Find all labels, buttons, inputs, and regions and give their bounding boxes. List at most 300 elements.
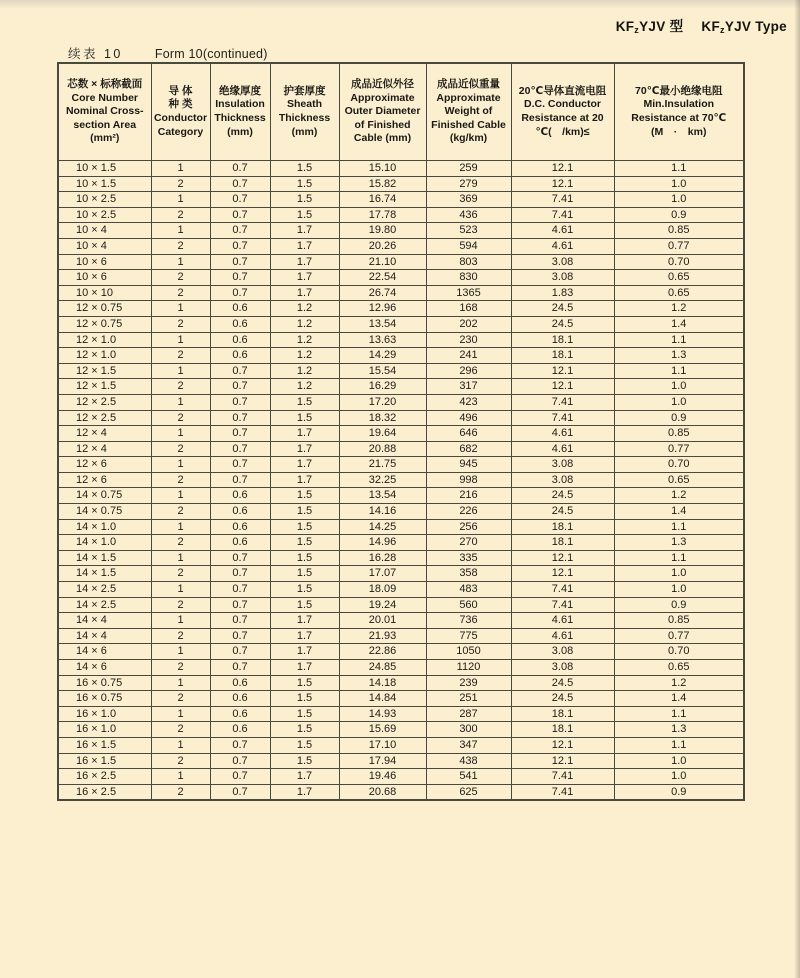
cell-sheath: 1.7 — [270, 769, 339, 785]
cell-diameter: 20.68 — [339, 784, 426, 800]
cell-size: 12 × 2.5 — [58, 410, 151, 426]
cell-category: 2 — [151, 348, 210, 364]
cell-resistance: 12.1 — [511, 161, 614, 177]
cell-weight: 296 — [426, 363, 511, 379]
table-row — [58, 223, 744, 239]
cell-insulation: 0.7 — [210, 285, 270, 301]
cell-resistance: 12.1 — [511, 379, 614, 395]
cell-weight: 436 — [426, 207, 511, 223]
cell-weight: 438 — [426, 753, 511, 769]
cell-category: 1 — [151, 426, 210, 442]
cell-resistance: 7.41 — [511, 769, 614, 785]
cell-weight: 241 — [426, 348, 511, 364]
cell-diameter: 18.09 — [339, 582, 426, 598]
header-line: Resistance at 20 — [521, 112, 604, 124]
cell-category: 1 — [151, 613, 210, 629]
table-row — [58, 550, 744, 566]
cell-insulation: 0.7 — [210, 176, 270, 192]
col-header-outer-diameter — [339, 63, 426, 161]
table-row — [58, 254, 744, 270]
cell-diameter: 14.29 — [339, 348, 426, 364]
col-header-insulation-thickness — [210, 63, 270, 161]
cell-sheath: 1.2 — [270, 348, 339, 364]
cell-weight: 259 — [426, 161, 511, 177]
table-row — [58, 161, 744, 177]
caption-en: Form 10(continued) — [154, 47, 268, 61]
table-row — [58, 691, 744, 707]
cell-min-insulation: 1.1 — [614, 332, 744, 348]
cell-min-insulation: 1.0 — [614, 566, 744, 582]
cell-size: 14 × 1.0 — [58, 519, 151, 535]
cell-weight: 423 — [426, 394, 511, 410]
cell-size: 10 × 2.5 — [58, 207, 151, 223]
table-row — [58, 379, 744, 395]
cell-insulation: 0.6 — [210, 519, 270, 535]
cell-resistance: 3.08 — [511, 644, 614, 660]
cell-min-insulation: 1.0 — [614, 582, 744, 598]
cell-min-insulation: 1.1 — [614, 363, 744, 379]
cell-insulation: 0.7 — [210, 582, 270, 598]
header-line: Sheath — [286, 98, 322, 111]
header-line: section Area — [73, 118, 137, 131]
cell-sheath: 1.5 — [270, 753, 339, 769]
table-row — [58, 488, 744, 504]
cell-weight: 483 — [426, 582, 511, 598]
cell-category: 2 — [151, 441, 210, 457]
cell-resistance: 4.61 — [511, 613, 614, 629]
table-header — [58, 63, 744, 161]
cell-category: 1 — [151, 644, 210, 660]
header-line: Outer Diameter — [344, 105, 421, 118]
cell-resistance: 24.5 — [511, 316, 614, 332]
table-row — [58, 301, 744, 317]
table-row — [58, 426, 744, 442]
header-line: Min.Insulation — [643, 98, 715, 111]
cell-category: 2 — [151, 410, 210, 426]
cell-size: 16 × 0.75 — [58, 691, 151, 707]
col-header-weight — [426, 63, 511, 161]
subscript-z: z — [720, 25, 725, 35]
cell-sheath: 1.2 — [270, 332, 339, 348]
cell-insulation: 0.7 — [210, 207, 270, 223]
cell-weight: 594 — [426, 238, 511, 254]
cell-sheath: 1.7 — [270, 644, 339, 660]
cell-weight: 830 — [426, 270, 511, 286]
cell-weight: 287 — [426, 706, 511, 722]
header-line: ℃( /km)≤ — [535, 125, 590, 138]
cell-insulation: 0.7 — [210, 223, 270, 239]
header-line: 种 类 — [168, 98, 193, 111]
table-row — [58, 457, 744, 473]
cell-insulation: 0.6 — [210, 301, 270, 317]
cell-category: 2 — [151, 238, 210, 254]
header-line: Thickness — [278, 112, 331, 124]
cell-min-insulation: 1.0 — [614, 753, 744, 769]
header-line: 成品近似重量 — [437, 78, 500, 91]
cell-resistance: 4.61 — [511, 441, 614, 457]
cell-sheath: 1.5 — [270, 566, 339, 582]
cell-size: 16 × 2.5 — [58, 784, 151, 800]
table-row — [58, 332, 744, 348]
cell-diameter: 19.80 — [339, 223, 426, 239]
table-caption — [68, 44, 268, 62]
cell-category: 2 — [151, 504, 210, 520]
table-row — [58, 566, 744, 582]
cell-min-insulation: 0.85 — [614, 223, 744, 239]
header-line: (mm²) — [90, 132, 120, 145]
table-row — [58, 192, 744, 208]
cell-weight: 560 — [426, 597, 511, 613]
cell-size: 10 × 10 — [58, 285, 151, 301]
cell-min-insulation: 0.9 — [614, 597, 744, 613]
cell-sheath: 1.7 — [270, 254, 339, 270]
cell-sheath: 1.5 — [270, 691, 339, 707]
cell-insulation: 0.7 — [210, 457, 270, 473]
header-line: Approximate — [350, 91, 415, 104]
header-line: 导 体 — [168, 84, 193, 97]
cable-type-title — [616, 15, 787, 35]
cell-insulation: 0.7 — [210, 441, 270, 457]
cell-sheath: 1.5 — [270, 176, 339, 192]
header-line: Conductor — [153, 112, 208, 124]
cell-min-insulation: 0.77 — [614, 628, 744, 644]
cell-category: 1 — [151, 394, 210, 410]
cell-diameter: 15.82 — [339, 176, 426, 192]
caption-cn: 续表 10 — [68, 47, 123, 61]
table-row — [58, 504, 744, 520]
cell-category: 1 — [151, 457, 210, 473]
cell-min-insulation: 0.65 — [614, 270, 744, 286]
cell-insulation: 0.7 — [210, 254, 270, 270]
header-line: (M · km) — [651, 125, 707, 138]
cell-min-insulation: 0.77 — [614, 238, 744, 254]
cell-size: 14 × 1.5 — [58, 550, 151, 566]
cell-weight: 1120 — [426, 660, 511, 676]
cell-min-insulation: 1.2 — [614, 488, 744, 504]
cell-size: 14 × 2.5 — [58, 597, 151, 613]
cell-resistance: 18.1 — [511, 722, 614, 738]
header-line: (mm) — [291, 125, 318, 138]
cell-resistance: 18.1 — [511, 348, 614, 364]
cell-insulation: 0.7 — [210, 363, 270, 379]
cell-min-insulation: 1.1 — [614, 737, 744, 753]
cell-category: 1 — [151, 582, 210, 598]
cell-category: 2 — [151, 784, 210, 800]
cell-sheath: 1.5 — [270, 488, 339, 504]
cell-size: 12 × 6 — [58, 472, 151, 488]
cell-insulation: 0.6 — [210, 535, 270, 551]
table-row — [58, 394, 744, 410]
cell-weight: 270 — [426, 535, 511, 551]
cell-size: 14 × 1.0 — [58, 535, 151, 551]
cell-size: 12 × 6 — [58, 457, 151, 473]
table-row — [58, 753, 744, 769]
cell-diameter: 16.29 — [339, 379, 426, 395]
table-row — [58, 628, 744, 644]
cell-sheath: 1.5 — [270, 550, 339, 566]
cell-category: 2 — [151, 207, 210, 223]
table-row — [58, 660, 744, 676]
cell-category: 2 — [151, 472, 210, 488]
table-row — [58, 784, 744, 800]
table-row — [58, 270, 744, 286]
table-body — [58, 161, 744, 801]
cell-resistance: 12.1 — [511, 363, 614, 379]
cell-diameter: 15.10 — [339, 161, 426, 177]
cell-insulation: 0.7 — [210, 161, 270, 177]
cell-category: 2 — [151, 316, 210, 332]
cell-category: 2 — [151, 722, 210, 738]
cell-insulation: 0.6 — [210, 675, 270, 691]
cell-size: 12 × 4 — [58, 426, 151, 442]
cell-resistance: 7.41 — [511, 207, 614, 223]
cell-sheath: 1.7 — [270, 223, 339, 239]
header-line: 绝缘厚度 — [219, 84, 261, 97]
cell-resistance: 7.41 — [511, 597, 614, 613]
cell-min-insulation: 1.4 — [614, 504, 744, 520]
cell-size: 12 × 1.5 — [58, 379, 151, 395]
cell-size: 16 × 1.0 — [58, 722, 151, 738]
cell-sheath: 1.5 — [270, 192, 339, 208]
table-row — [58, 363, 744, 379]
cell-category: 1 — [151, 254, 210, 270]
subscript-z: z — [634, 25, 640, 35]
cell-size: 10 × 4 — [58, 223, 151, 239]
cell-sheath: 1.7 — [270, 238, 339, 254]
header-line: Approximate — [436, 91, 501, 104]
table-row — [58, 737, 744, 753]
cell-resistance: 4.61 — [511, 628, 614, 644]
cell-diameter: 15.69 — [339, 722, 426, 738]
table-row — [58, 722, 744, 738]
cell-insulation: 0.7 — [210, 379, 270, 395]
cell-min-insulation: 1.4 — [614, 691, 744, 707]
cell-min-insulation: 1.1 — [614, 161, 744, 177]
cell-size: 12 × 0.75 — [58, 316, 151, 332]
cell-sheath: 1.7 — [270, 457, 339, 473]
cell-insulation: 0.7 — [210, 394, 270, 410]
cell-diameter: 21.10 — [339, 254, 426, 270]
cell-min-insulation: 0.65 — [614, 472, 744, 488]
cell-sheath: 1.2 — [270, 379, 339, 395]
table-row — [58, 582, 744, 598]
cell-category: 2 — [151, 628, 210, 644]
cell-resistance: 3.08 — [511, 472, 614, 488]
cell-min-insulation: 0.70 — [614, 457, 744, 473]
cell-weight: 317 — [426, 379, 511, 395]
cell-weight: 300 — [426, 722, 511, 738]
cell-insulation: 0.7 — [210, 784, 270, 800]
cell-sheath: 1.7 — [270, 285, 339, 301]
table-row — [58, 597, 744, 613]
cell-min-insulation: 1.4 — [614, 316, 744, 332]
cell-sheath: 1.2 — [270, 301, 339, 317]
cell-size: 16 × 0.75 — [58, 675, 151, 691]
cell-category: 1 — [151, 332, 210, 348]
cell-sheath: 1.5 — [270, 535, 339, 551]
cell-insulation: 0.7 — [210, 426, 270, 442]
header-line: Category — [157, 125, 204, 138]
cell-weight: 369 — [426, 192, 511, 208]
cell-category: 2 — [151, 566, 210, 582]
cell-weight: 496 — [426, 410, 511, 426]
cell-min-insulation: 0.85 — [614, 613, 744, 629]
cell-insulation: 0.6 — [210, 332, 270, 348]
cell-weight: 646 — [426, 426, 511, 442]
cell-diameter: 21.93 — [339, 628, 426, 644]
cell-resistance: 4.61 — [511, 223, 614, 239]
cell-category: 1 — [151, 675, 210, 691]
cell-min-insulation: 1.2 — [614, 301, 744, 317]
cell-diameter: 20.01 — [339, 613, 426, 629]
cell-insulation: 0.6 — [210, 706, 270, 722]
table-row — [58, 176, 744, 192]
cell-size: 14 × 0.75 — [58, 504, 151, 520]
cell-resistance: 18.1 — [511, 706, 614, 722]
cell-min-insulation: 1.1 — [614, 519, 744, 535]
cell-resistance: 3.08 — [511, 270, 614, 286]
cell-min-insulation: 1.0 — [614, 176, 744, 192]
cell-insulation: 0.7 — [210, 660, 270, 676]
cell-diameter: 26.74 — [339, 285, 426, 301]
cell-diameter: 20.26 — [339, 238, 426, 254]
cell-weight: 226 — [426, 504, 511, 520]
cell-min-insulation: 0.65 — [614, 285, 744, 301]
cell-category: 1 — [151, 706, 210, 722]
cell-insulation: 0.6 — [210, 488, 270, 504]
cell-category: 1 — [151, 301, 210, 317]
cell-insulation: 0.7 — [210, 737, 270, 753]
cell-diameter: 19.64 — [339, 426, 426, 442]
cell-weight: 803 — [426, 254, 511, 270]
cell-diameter: 17.94 — [339, 753, 426, 769]
table-row — [58, 441, 744, 457]
cell-weight: 775 — [426, 628, 511, 644]
cell-resistance: 7.41 — [511, 410, 614, 426]
cell-diameter: 16.28 — [339, 550, 426, 566]
cell-weight: 523 — [426, 223, 511, 239]
table-row — [58, 238, 744, 254]
cell-resistance: 7.41 — [511, 394, 614, 410]
table-row — [58, 535, 744, 551]
table-row — [58, 769, 744, 785]
cell-weight: 279 — [426, 176, 511, 192]
cell-sheath: 1.7 — [270, 472, 339, 488]
cell-insulation: 0.7 — [210, 192, 270, 208]
cell-resistance: 7.41 — [511, 582, 614, 598]
table-row — [58, 316, 744, 332]
table-row — [58, 410, 744, 426]
cell-diameter: 17.10 — [339, 737, 426, 753]
header-line: of Finished — [354, 118, 411, 131]
cell-weight: 682 — [426, 441, 511, 457]
cell-category: 2 — [151, 270, 210, 286]
header-line: (mm) — [227, 125, 253, 138]
cell-resistance: 3.08 — [511, 457, 614, 473]
cell-weight: 216 — [426, 488, 511, 504]
cell-resistance: 24.5 — [511, 691, 614, 707]
table-row — [58, 613, 744, 629]
cell-weight: 998 — [426, 472, 511, 488]
cell-category: 1 — [151, 488, 210, 504]
cell-category: 1 — [151, 737, 210, 753]
cell-category: 1 — [151, 769, 210, 785]
cell-resistance: 12.1 — [511, 566, 614, 582]
cell-insulation: 0.7 — [210, 644, 270, 660]
cell-sheath: 1.5 — [270, 410, 339, 426]
cell-insulation: 0.7 — [210, 753, 270, 769]
cell-resistance: 18.1 — [511, 519, 614, 535]
cell-insulation: 0.6 — [210, 316, 270, 332]
cell-size: 14 × 6 — [58, 644, 151, 660]
cell-size: 12 × 1.5 — [58, 363, 151, 379]
cell-size: 14 × 4 — [58, 613, 151, 629]
cell-sheath: 1.7 — [270, 441, 339, 457]
cell-size: 10 × 2.5 — [58, 192, 151, 208]
table-row — [58, 472, 744, 488]
cell-diameter: 14.96 — [339, 535, 426, 551]
cell-resistance: 12.1 — [511, 753, 614, 769]
cell-sheath: 1.2 — [270, 363, 339, 379]
cell-category: 2 — [151, 535, 210, 551]
cell-category: 2 — [151, 597, 210, 613]
cell-size: 16 × 1.5 — [58, 737, 151, 753]
cell-sheath: 1.5 — [270, 597, 339, 613]
cell-resistance: 12.1 — [511, 176, 614, 192]
header-line: Cable (mm) — [353, 132, 412, 145]
cell-sheath: 1.7 — [270, 426, 339, 442]
cell-diameter: 13.54 — [339, 488, 426, 504]
cell-sheath: 1.5 — [270, 161, 339, 177]
cell-diameter: 21.75 — [339, 457, 426, 473]
cell-sheath: 1.2 — [270, 316, 339, 332]
cell-resistance: 1.83 — [511, 285, 614, 301]
cell-insulation: 0.6 — [210, 348, 270, 364]
col-header-dc-resistance — [511, 63, 614, 161]
col-header-core-size — [58, 63, 151, 161]
cell-weight: 347 — [426, 737, 511, 753]
cell-weight: 1365 — [426, 285, 511, 301]
cell-insulation: 0.6 — [210, 691, 270, 707]
scan-edge-top — [0, 0, 800, 9]
cell-min-insulation: 0.70 — [614, 644, 744, 660]
cell-diameter: 32.25 — [339, 472, 426, 488]
cell-diameter: 17.07 — [339, 566, 426, 582]
cell-weight: 168 — [426, 301, 511, 317]
cell-size: 14 × 1.5 — [58, 566, 151, 582]
header-line: 护套厚度 — [283, 84, 326, 97]
cell-weight: 251 — [426, 691, 511, 707]
cell-weight: 202 — [426, 316, 511, 332]
col-header-conductor-category — [151, 63, 210, 161]
header-line: Finished Cable — [431, 118, 506, 131]
cell-sheath: 1.5 — [270, 706, 339, 722]
cell-category: 2 — [151, 379, 210, 395]
cell-sheath: 1.5 — [270, 722, 339, 738]
cell-category: 2 — [151, 691, 210, 707]
cell-diameter: 22.54 — [339, 270, 426, 286]
cell-weight: 945 — [426, 457, 511, 473]
cell-category: 1 — [151, 223, 210, 239]
spec-table — [57, 62, 745, 801]
table-row — [58, 207, 744, 223]
cell-size: 10 × 6 — [58, 254, 151, 270]
cell-sheath: 1.5 — [270, 394, 339, 410]
cell-size: 10 × 6 — [58, 270, 151, 286]
cell-category: 1 — [151, 161, 210, 177]
cell-category: 1 — [151, 363, 210, 379]
cell-insulation: 0.7 — [210, 769, 270, 785]
